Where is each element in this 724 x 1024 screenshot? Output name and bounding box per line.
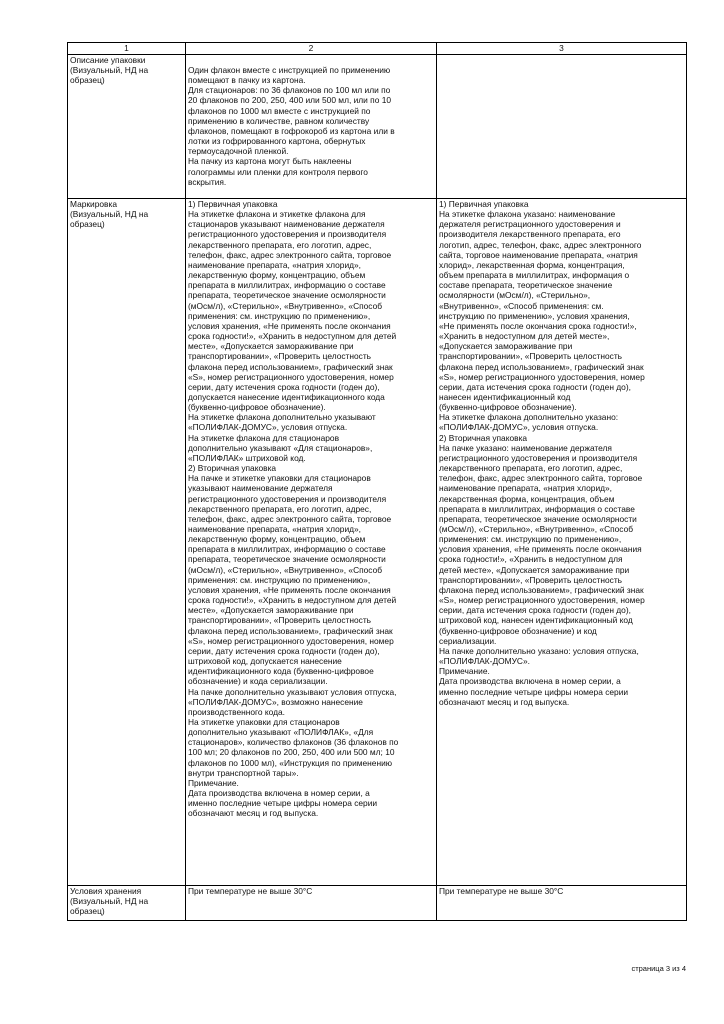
actual-cell xyxy=(437,886,687,921)
text-line: дополнительно указывают «Для стационаров», xyxy=(188,442,373,453)
actual-cell xyxy=(437,55,687,199)
text-line: На пачке и этикетке упаковки для стационаров xyxy=(188,473,371,484)
text-line: именно последние четыре цифры номера серии xyxy=(439,686,629,697)
header-cell-3: 3 xyxy=(437,43,687,55)
text-line: транспортировании», «Проверить целостность xyxy=(188,351,372,362)
text-line: инструкцию по применению», условия хранения, xyxy=(439,310,630,321)
text-line: стационаров», количество флаконов (36 флаконов по xyxy=(188,737,399,748)
text-line: лотки из гофрированного картона, обернутых xyxy=(188,136,366,147)
text-line: транспортировании», «Проверить целостность xyxy=(439,351,623,362)
specification-table xyxy=(67,42,687,921)
text-line: «ПОЛИФЛАК-ДОМУС». xyxy=(439,656,530,667)
text-line: «ПОЛИФЛАК» штриховой код. xyxy=(188,452,306,463)
text-line: регистрационного удостоверения и производителя xyxy=(439,452,638,463)
text-line: лекарственную форму, концентрацию, объем xyxy=(188,534,366,545)
text-line: лекарственного препарата, его логотип, адрес, xyxy=(188,239,372,250)
text-line: На пачке дополнительно указывают условия отпуска, xyxy=(188,686,397,697)
text-line: На этикетке флакона и этикетке флакона для xyxy=(188,209,366,220)
text-line: образец) xyxy=(70,75,105,86)
row-storage-conditions xyxy=(68,886,687,921)
text-line: составе препарата, теоретическое значение xyxy=(439,280,613,291)
text-line: применения: см. инструкцию по применению», xyxy=(188,574,371,585)
text-line: (мОсм/л), «Стерильно», «Внутривенно», «Способ xyxy=(188,564,383,575)
text-line: голограммы или пленки для контроля первого xyxy=(188,166,368,177)
text-line: Один флакон вместе с инструкцией по применению xyxy=(188,65,391,75)
text-line: (буквенно-цифровое обозначение) и код xyxy=(439,625,597,636)
text-line: применения: см. инструкцию по применению», xyxy=(439,534,622,545)
text-line: препарата в миллилитрах, информацию о составе xyxy=(188,280,386,291)
text-line: На этикетке флакона дополнительно указано: xyxy=(439,412,619,423)
text-line: Дата производства включена в номер серии, а xyxy=(188,788,370,799)
row-marking xyxy=(68,199,687,886)
text-line: «Внутривенно», «Способ применения: см. xyxy=(439,300,604,311)
text-line: применения: см. инструкцию по применению», xyxy=(188,310,371,321)
text-line: флаконов по 1000 мл вместе с инструкцией по xyxy=(188,105,371,116)
text-line: сайта, торговое наименование препарата, «натрия xyxy=(439,249,638,260)
text-line: штриховой код, допускается нанесение xyxy=(188,656,342,667)
text-line: флаконов, помещают в гофрокороб из картона или в xyxy=(188,125,395,136)
text-line: идентификационного кода (буквенно-цифровое xyxy=(188,666,374,677)
text-line: лекарственную форму, концентрацию, объем xyxy=(188,270,366,281)
text-line: нанесен идентификационный код xyxy=(439,391,571,402)
text-line: (Визуальный, НД на xyxy=(70,65,149,76)
text-line: термоусадочной пленкой. xyxy=(188,146,289,157)
text-line: серии, дата истечения срока годности (годен до), xyxy=(439,381,631,392)
text-line: серии, дату истечения срока годности (годен до), xyxy=(188,381,380,392)
text-line: логотип, адрес, телефон, факс, адрес электронного xyxy=(439,239,642,250)
text-line: Примечание. xyxy=(188,777,239,788)
text-line: условия хранения, «Не применять после окончания xyxy=(188,320,391,331)
text-line: регистрационного удостоверения и производителя xyxy=(188,493,387,504)
text-line: На этикетке флакона указано: наименование xyxy=(439,209,616,220)
text-line: помещают в пачку из картона. xyxy=(188,75,306,86)
text-line: вскрытия. xyxy=(188,176,227,187)
text-line: месте», «Допускается замораживание при xyxy=(188,605,354,616)
text-line: условия хранения, «Не применять после окончания xyxy=(188,584,391,595)
text-line: лекарственная форма, концентрация, объем xyxy=(439,493,615,504)
page-number: страница 3 из 4 xyxy=(631,964,686,973)
text-line: дополнительно указывают «ПОЛИФЛАК», «Для xyxy=(188,727,374,738)
text-line: «S», номер регистрационного удостоверения, номер xyxy=(439,371,645,382)
text-line: наименование препарата, «натрия хлорид», xyxy=(188,524,362,534)
text-line: (буквенно-цифровое обозначение). xyxy=(439,402,577,413)
row-label xyxy=(68,55,186,199)
header-cell-2: 2 xyxy=(186,43,437,55)
text-line: осмолярности (мОсм/л), «Стерильно», xyxy=(439,290,591,301)
text-line: срока годности!», «Хранить в недоступном для детей xyxy=(188,331,397,342)
row-packaging-description xyxy=(68,55,687,199)
text-line: транспортировании», «Проверить целостность xyxy=(439,574,623,585)
text-line: штриховой код, нанесен идентификационный код xyxy=(439,615,633,626)
text-line: «Хранить в недоступном для детей месте», xyxy=(439,331,610,342)
text-line: срока годности!», «Хранить в недоступном для детей xyxy=(188,595,397,606)
text-line: На этикетке флакона для стационаров xyxy=(188,432,340,443)
text-line: «ПОЛИФЛАК-ДОМУС», возможно нанесение xyxy=(188,696,363,707)
text-line: При температуре не выше 30°С xyxy=(188,886,313,896)
text-line: серии, дата истечения срока годности (годен до), xyxy=(439,605,631,616)
text-line: производителя лекарственного препарата, его xyxy=(439,229,621,240)
text-line: На пачке указано: наименование держателя xyxy=(439,442,612,453)
text-line: флакона перед использованием», графический знак xyxy=(439,361,644,372)
text-line: «ПОЛИФЛАК-ДОМУС», условия отпуска. xyxy=(439,422,599,433)
text-line: телефон, факс, адрес электронного сайта, торговое xyxy=(188,513,392,524)
text-line: стационаров указывают наименование держателя xyxy=(188,219,385,230)
header-cell-1: 1 xyxy=(68,43,186,55)
row-label xyxy=(68,886,186,921)
spacer xyxy=(188,55,434,65)
text-line: допускается нанесение идентификационного кода xyxy=(188,391,385,402)
text-line: лекарственного препарата, его логотип, адрес, xyxy=(188,503,372,514)
text-line: «S», номер регистрационного удостоверения, номер xyxy=(439,595,645,606)
text-line: «S», номер регистрационного удостоверения, номер xyxy=(188,635,394,646)
text-line: именно последние четыре цифры номера серии xyxy=(188,798,378,809)
text-line: «Допускается замораживание при xyxy=(439,341,573,352)
text-line: (мОсм/л), «Стерильно», «Внутривенно», «Способ xyxy=(439,524,634,534)
text-line: 2) Вторичная упаковка xyxy=(188,463,277,474)
text-line: 1) Первичная упаковка xyxy=(439,199,529,209)
text-line: препарата в миллилитрах, информация о составе xyxy=(439,503,635,514)
text-line: Маркировка xyxy=(70,199,117,209)
requirement-cell xyxy=(186,199,437,886)
text-line: 1) Первичная упаковка xyxy=(188,199,278,209)
text-line: серии, дату истечения срока годности (годен до), xyxy=(188,645,380,656)
requirement-cell xyxy=(186,886,437,921)
text-line: Описание упаковки xyxy=(70,55,146,65)
text-line: хлорид», лекарственная форма, концентрация, xyxy=(439,259,625,270)
text-line: телефон, факс, адрес электронного сайта, торговое xyxy=(188,249,392,260)
actual-cell xyxy=(437,199,687,886)
text-line: (мОсм/л), «Стерильно», «Внутривенно», «Способ xyxy=(188,300,383,311)
text-line: На этикетке флакона дополнительно указывают xyxy=(188,412,376,423)
text-line: 20 флаконов по 200, 250, 400 или 500 мл, или по 10 xyxy=(188,95,392,106)
text-line: телефон, факс, адрес электронного сайта, торговое xyxy=(439,473,643,484)
text-line: указывают наименование держателя xyxy=(188,483,333,494)
text-line: На пачку из картона могут быть наклеены xyxy=(188,156,352,167)
text-line: образец) xyxy=(70,906,105,917)
text-line: На пачке дополнительно указано: условия отпуска, xyxy=(439,645,639,656)
text-line: обозначают месяц и год выпуска. xyxy=(439,696,570,707)
text-line: препарата, теоретическое значение осмолярности xyxy=(188,290,386,301)
text-line: препарата в миллилитрах, информацию о составе xyxy=(188,544,386,555)
text-line: «S», номер регистрационного удостоверения, номер xyxy=(188,371,394,382)
text-line: Условия хранения xyxy=(70,886,142,896)
text-line: флакона перед использованием», графический знак xyxy=(188,625,393,636)
text-line: (Визуальный, НД на xyxy=(70,209,149,220)
text-line: Примечание. xyxy=(439,666,490,677)
text-line: внутри транспортной тары». xyxy=(188,767,299,778)
text-line: сериализации. xyxy=(439,635,497,646)
text-line: применению в количестве, равном количеству xyxy=(188,115,370,126)
text-line: производственного кода. xyxy=(188,706,285,717)
text-line: Дата производства включена в номер серии, а xyxy=(439,676,621,687)
text-line: месте», «Допускается замораживание при xyxy=(188,341,354,352)
text-line: обозначают месяц и год выпуска. xyxy=(188,808,319,819)
text-line: Для стационаров: по 36 флаконов по 100 мл или по xyxy=(188,85,391,96)
text-line: срока годности!», «Хранить в недоступном для xyxy=(439,554,623,565)
text-line: обозначение) и кода сериализации. xyxy=(188,676,328,687)
text-line: флакона перед использованием», графический знак xyxy=(439,584,644,595)
text-line: флакона перед использованием», графический знак xyxy=(188,361,393,372)
header-row xyxy=(68,43,687,55)
text-line: 100 мл; 20 флаконов по 200, 250, 400 или 500 мл; 10 xyxy=(188,747,395,758)
text-line: детей месте», «Допускается замораживание при xyxy=(439,564,630,575)
text-line: На этикетке упаковки для стационаров xyxy=(188,716,340,727)
requirement-cell xyxy=(186,55,437,199)
text-line: 2) Вторичная упаковка xyxy=(439,432,528,443)
text-line: образец) xyxy=(70,219,105,230)
text-line: «ПОЛИФЛАК-ДОМУС», условия отпуска. xyxy=(188,422,348,433)
text-line: наименование препарата, «натрия хлорид», xyxy=(188,259,362,270)
text-line: (Визуальный, НД на xyxy=(70,896,149,907)
text-line: лекарственного препарата, его логотип, адрес, xyxy=(439,463,623,474)
text-line: транспортировании», «Проверить целостность xyxy=(188,615,372,626)
text-line: объем препарата в миллилитрах, информация о xyxy=(439,270,630,281)
text-line: держателя регистрационного удостоверения и xyxy=(439,219,621,230)
text-line: наименование препарата, «натрия хлорид», xyxy=(439,483,613,494)
text-line: (буквенно-цифровое обозначение). xyxy=(188,402,326,413)
text-line: «Не применять после окончания срока годности!», xyxy=(439,320,637,331)
text-line: условия хранения, «Не применять после окончания xyxy=(439,544,642,555)
text-line: препарата, теоретическое значение осмолярности xyxy=(188,554,386,565)
text-line: При температуре не выше 30°С xyxy=(439,886,564,896)
text-line: флаконов по 1000 мл), «Инструкция по применению xyxy=(188,757,393,768)
text-line: регистрационного удостоверения и производителя xyxy=(188,229,387,240)
text-line: препарата, теоретическое значение осмолярности xyxy=(439,513,637,524)
row-label xyxy=(68,199,186,886)
